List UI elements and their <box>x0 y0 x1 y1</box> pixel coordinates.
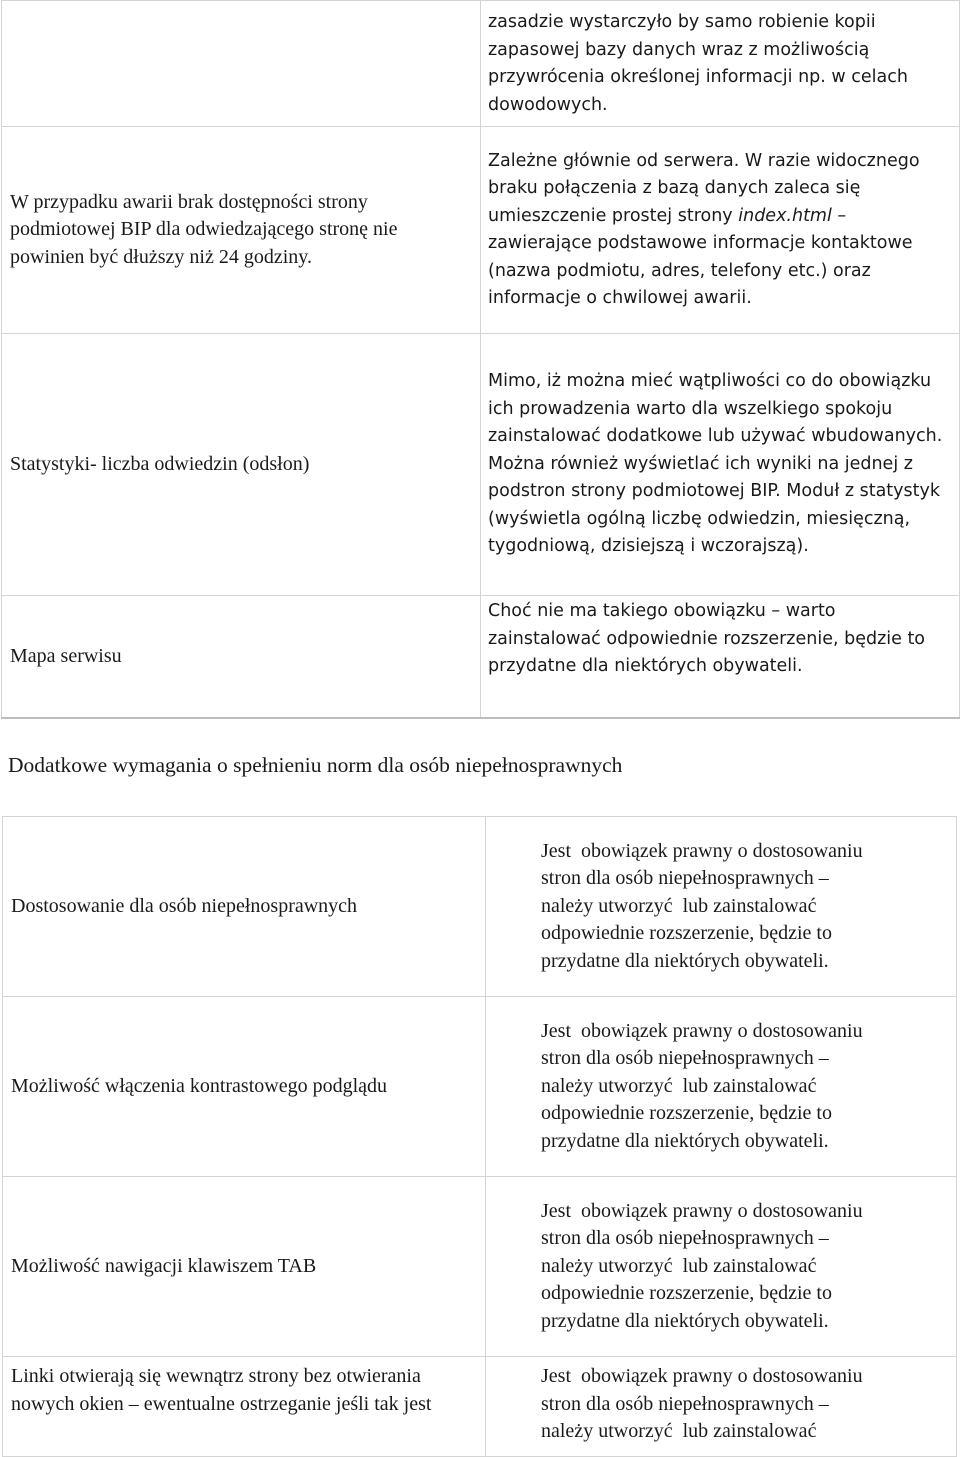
comment-line: należy utworzyć lub zainstalować <box>541 894 817 917</box>
requirement-cell: Dostosowanie dla osób niepełnosprawnych <box>3 817 486 997</box>
comment-text: Zależne głównie od serwera. W razie widocznego braku połączenia z bazą danych zaleca się umieszczenie prostej strony <box>488 150 920 226</box>
comment-line: należy utworzyć lub zainstalować <box>541 1254 817 1277</box>
table-row <box>3 997 957 1177</box>
requirement-cell <box>2 1 481 127</box>
comment-paragraph <box>488 9 951 119</box>
comment-line: Jest obowiązek prawny o dostosowaniu <box>541 839 863 862</box>
table-row <box>2 334 960 596</box>
section-heading: Dodatkowe wymagania o spełnieniu norm dla osób niepełnosprawnych <box>8 753 623 777</box>
comment-line: przydatne dla niektórych obywateli. <box>541 1309 829 1332</box>
comment-paragraph <box>488 148 951 313</box>
comment-cell <box>486 817 957 997</box>
comment-line: odpowiednie rozszerzenie, będzie to <box>541 1102 832 1125</box>
comment-cell <box>481 596 960 718</box>
table-row <box>2 127 960 334</box>
comment-paragraph <box>488 598 951 681</box>
table-row <box>3 1177 957 1357</box>
comment-cell <box>486 997 957 1177</box>
comment-cell <box>481 1 960 127</box>
comment-line: Jest obowiązek prawny o dostosowaniu <box>541 1365 863 1387</box>
comment-line: należy utworzyć lub zainstalować <box>541 1074 817 1097</box>
comment-line: przydatne dla niektórych obywateli. <box>541 1129 829 1152</box>
table-row <box>3 1357 957 1457</box>
requirements-table-bottom <box>2 816 957 1457</box>
requirements-table-top <box>1 0 960 719</box>
requirement-cell: Linki otwierają się wewnątrz strony bez otwierania nowych okien – ewentualne ostrzeganie jeśli tak jest <box>3 1357 486 1457</box>
requirement-cell: Mapa serwisu <box>2 596 481 718</box>
comment-line: przydatne dla niektórych obywateli. <box>541 949 829 972</box>
requirement-cell: W przypadku awarii brak dostępności strony podmiotowej BIP dla odwiedzającego stronę nie powinien być dłuższy niż 24 godziny. <box>2 127 481 334</box>
comment-line: odpowiednie rozszerzenie, będzie to <box>541 1282 832 1305</box>
comment-line: stron dla osób niepełnosprawnych – <box>541 1392 829 1415</box>
requirement-cell: Możliwość włączenia kontrastowego podglądu <box>3 997 486 1177</box>
filename-text: index.html <box>738 205 832 226</box>
comment-line: stron dla osób niepełnosprawnych – <box>541 1227 829 1250</box>
comment-line: należy utworzyć lub zainstalować <box>541 1420 817 1442</box>
table-row <box>3 817 957 997</box>
comment-cell <box>481 334 960 596</box>
comment-line: Jest obowiązek prawny o dostosowaniu <box>541 1019 863 1042</box>
comment-line: odpowiednie rozszerzenie, będzie to <box>541 922 832 945</box>
comment-line: stron dla osób niepełnosprawnych – <box>541 1047 829 1070</box>
comment-cell <box>486 1177 957 1357</box>
comment-paragraph <box>488 368 951 561</box>
comment-line: stron dla osób niepełnosprawnych – <box>541 867 829 890</box>
comment-text: Choć nie ma takiego obowiązku – warto zainstalować odpowiednie rozszerzenie, będzie to przydatne dla niektórych obywateli. <box>488 601 926 676</box>
comment-line: Jest obowiązek prawny o dostosowaniu <box>541 1199 863 1222</box>
comment-text: – zawierające podstawowe informacje kontaktowe (nazwa podmiotu, adres, telefony etc.) oraz informacje o chwilowej awarii. <box>488 205 913 308</box>
requirement-cell: Możliwość nawigacji klawiszem TAB <box>3 1177 486 1357</box>
comment-text: zasadzie wystarczyło by samo robienie kopii zapasowej bazy danych wraz z możliwością przywrócenia określonej informacji np. w celach dowodowych. <box>488 12 908 115</box>
comment-text: Mimo, iż można mieć wątpliwości co do obowiązku ich prowadzenia warto dla wszelkiego spokoju zainstalować dodatkowe lub używać wbudowanych. Można również wyświetlać ich wyniki na jednej z podstron strony podmiotowej BIP. Moduł z statystyk (wyświetla ogólną liczbę odwiedzin, miesięczną, tygodniową, dzisiejszą i wczorajszą). <box>488 371 943 557</box>
table-row <box>2 1 960 127</box>
comment-cell <box>486 1357 957 1457</box>
table-row <box>2 596 960 718</box>
comment-cell <box>481 127 960 334</box>
requirement-cell: Statystyki- liczba odwiedzin (odsłon) <box>2 334 481 596</box>
